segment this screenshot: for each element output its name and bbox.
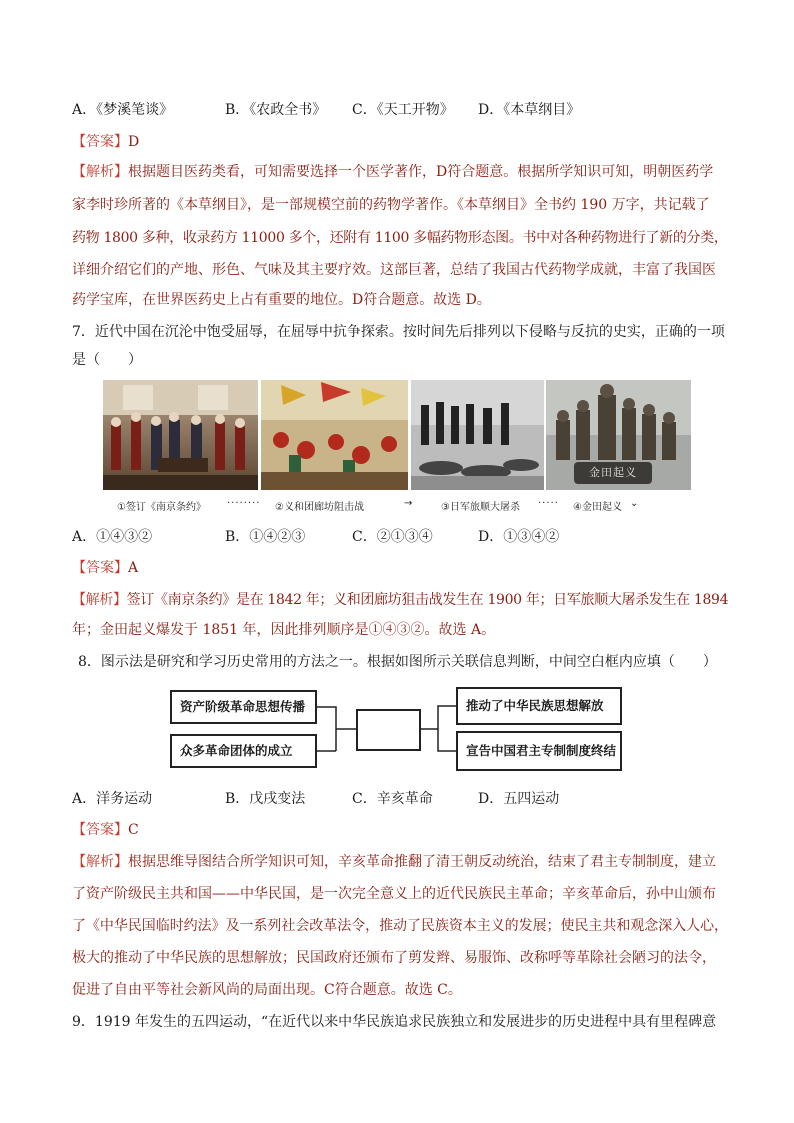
analysis-tag: 【解析】 — [72, 164, 128, 180]
q8-option-c: C．辛亥革命 — [352, 791, 433, 807]
q7-stem-line-2: 是（ ） — [72, 352, 142, 368]
analysis-line: 了《中华民国临时约法》及一系列社会改革法令，推动了民族资本主义的发展；使民主共和观念深入人心， — [72, 918, 728, 934]
q7-option-a: A．①④③② — [72, 529, 153, 545]
caption-2: ②义和团廊坊阻击战 — [275, 502, 364, 513]
q7-option-c: C．②①③④ — [352, 529, 433, 545]
analysis-line: 【解析】签订《南京条约》是在 1842 年；义和团廊坊狙击战发生在 1900 年；日军旅顺大屠杀发生在 1894 — [72, 592, 729, 608]
analysis-line: 详细介绍它们的产地、形色、气味及其主要疗效。这部巨著，总结了我国古代药物学成就，丰富了我国医 — [72, 262, 716, 278]
caption-4: ④金田起义 — [573, 502, 622, 513]
caption-dots-1: ········ — [227, 498, 261, 509]
q6-option-a: A．《梦溪笔谈》 — [72, 102, 174, 118]
answer-tag: 【答案】 — [72, 560, 128, 576]
caption-3: ③日军旅顺大屠杀 — [441, 502, 520, 513]
analysis-line: 家李时珍所著的《本草纲目》，是一部规模空前的药物学著作。《本草纲目》全书约 190 万字，共记载了 — [72, 197, 710, 213]
caption-dots-2: ····· — [538, 498, 559, 509]
q8-answer — [72, 820, 139, 840]
analysis-line: 年；金田起义爆发于 1851 年，因此排列顺序是①④③②。故选 A。 — [72, 622, 496, 638]
analysis-line: 【解析】根据题目医药类看，可知需要选择一个医学著作，D符合题意。根据所学知识可知，明朝医药学 — [72, 164, 714, 180]
q7-option-d: D．①③④② — [478, 529, 560, 545]
q7-stem-line-1: 7．近代中国在沉沦中饱受屈辱，在屈辱中抗争探索。按时间先后排列以下侵略与反抗的史实，正确的一项 — [72, 324, 725, 340]
answer-value: A — [128, 560, 139, 576]
analysis-line: 了资产阶级民主共和国——中华民国，是一次完全意义上的近代民族民主革命；辛亥革命后，孙中山颁布 — [72, 886, 716, 902]
q8-option-b: B．戊戌变法 — [225, 791, 306, 807]
analysis-line: 促进了自由平等社会新风尚的局面出现。C符合题意。故选 C。 — [72, 982, 462, 998]
caption-arrow: → — [404, 498, 413, 509]
analysis-tag: 【解析】 — [72, 592, 127, 608]
analysis-line: 药学宝库，在世界医药史上占有重要的地位。D符合题意。故选 D。 — [72, 292, 491, 308]
q9-stem: 9．1919 年发生的五四运动，“在近代以来中华民族追求民族独立和发展进步的历史进程中具有里程碑意 — [72, 1014, 717, 1030]
q6-option-d: D．《本草纲目》 — [478, 102, 581, 118]
diagram-box-right-bottom: 宣告中国君主专制制度终结 — [456, 731, 622, 771]
analysis-tag: 【解析】 — [72, 854, 128, 870]
diagram-box-right-top: 推动了中华民族思想解放 — [456, 687, 622, 725]
answer-tag: 【答案】 — [72, 822, 128, 838]
answer-value: C — [128, 822, 139, 838]
diagram-box-left-bottom: 众多革命团体的成立 — [170, 734, 317, 768]
analysis-line: 【解析】根据思维导图结合所学知识可知，辛亥革命推翻了清王朝反动统治，结束了君主专制制度，建立 — [72, 854, 716, 870]
diagram-box-left-top: 资产阶级革命思想传播 — [170, 690, 317, 724]
q8-option-d: D．五四运动 — [478, 791, 560, 807]
q6-option-c: C．《天工开物》 — [352, 102, 454, 118]
answer-tag: 【答案】 — [72, 134, 128, 150]
statue-plaque-label: 金田起义 — [589, 466, 637, 479]
analysis-line: 极大的推动了中华民族的思想解放；民国政府还颁布了剪发辫、易服饰、改称呼等革除社会陋习的法令， — [72, 950, 716, 966]
caption-end-mark: ⌄ — [630, 498, 639, 509]
analysis-line: 药物 1800 多种，收录药方 11000 多个，还附有 1100 多幅药物形态图。书中对各种药物进行了新的分类， — [72, 230, 728, 246]
answer-value: D — [128, 134, 140, 150]
q6-option-b: B．《农政全书》 — [225, 102, 327, 118]
q8-option-a: A．洋务运动 — [72, 791, 153, 807]
q8-stem: 8．图示法是研究和学习历史常用的方法之一。根据如图所示关联信息判断，中间空白框内应填（ ） — [78, 654, 717, 670]
q7-option-b: B．①④②③ — [225, 529, 306, 545]
caption-1: ①签订《南京条约》 — [117, 502, 206, 513]
